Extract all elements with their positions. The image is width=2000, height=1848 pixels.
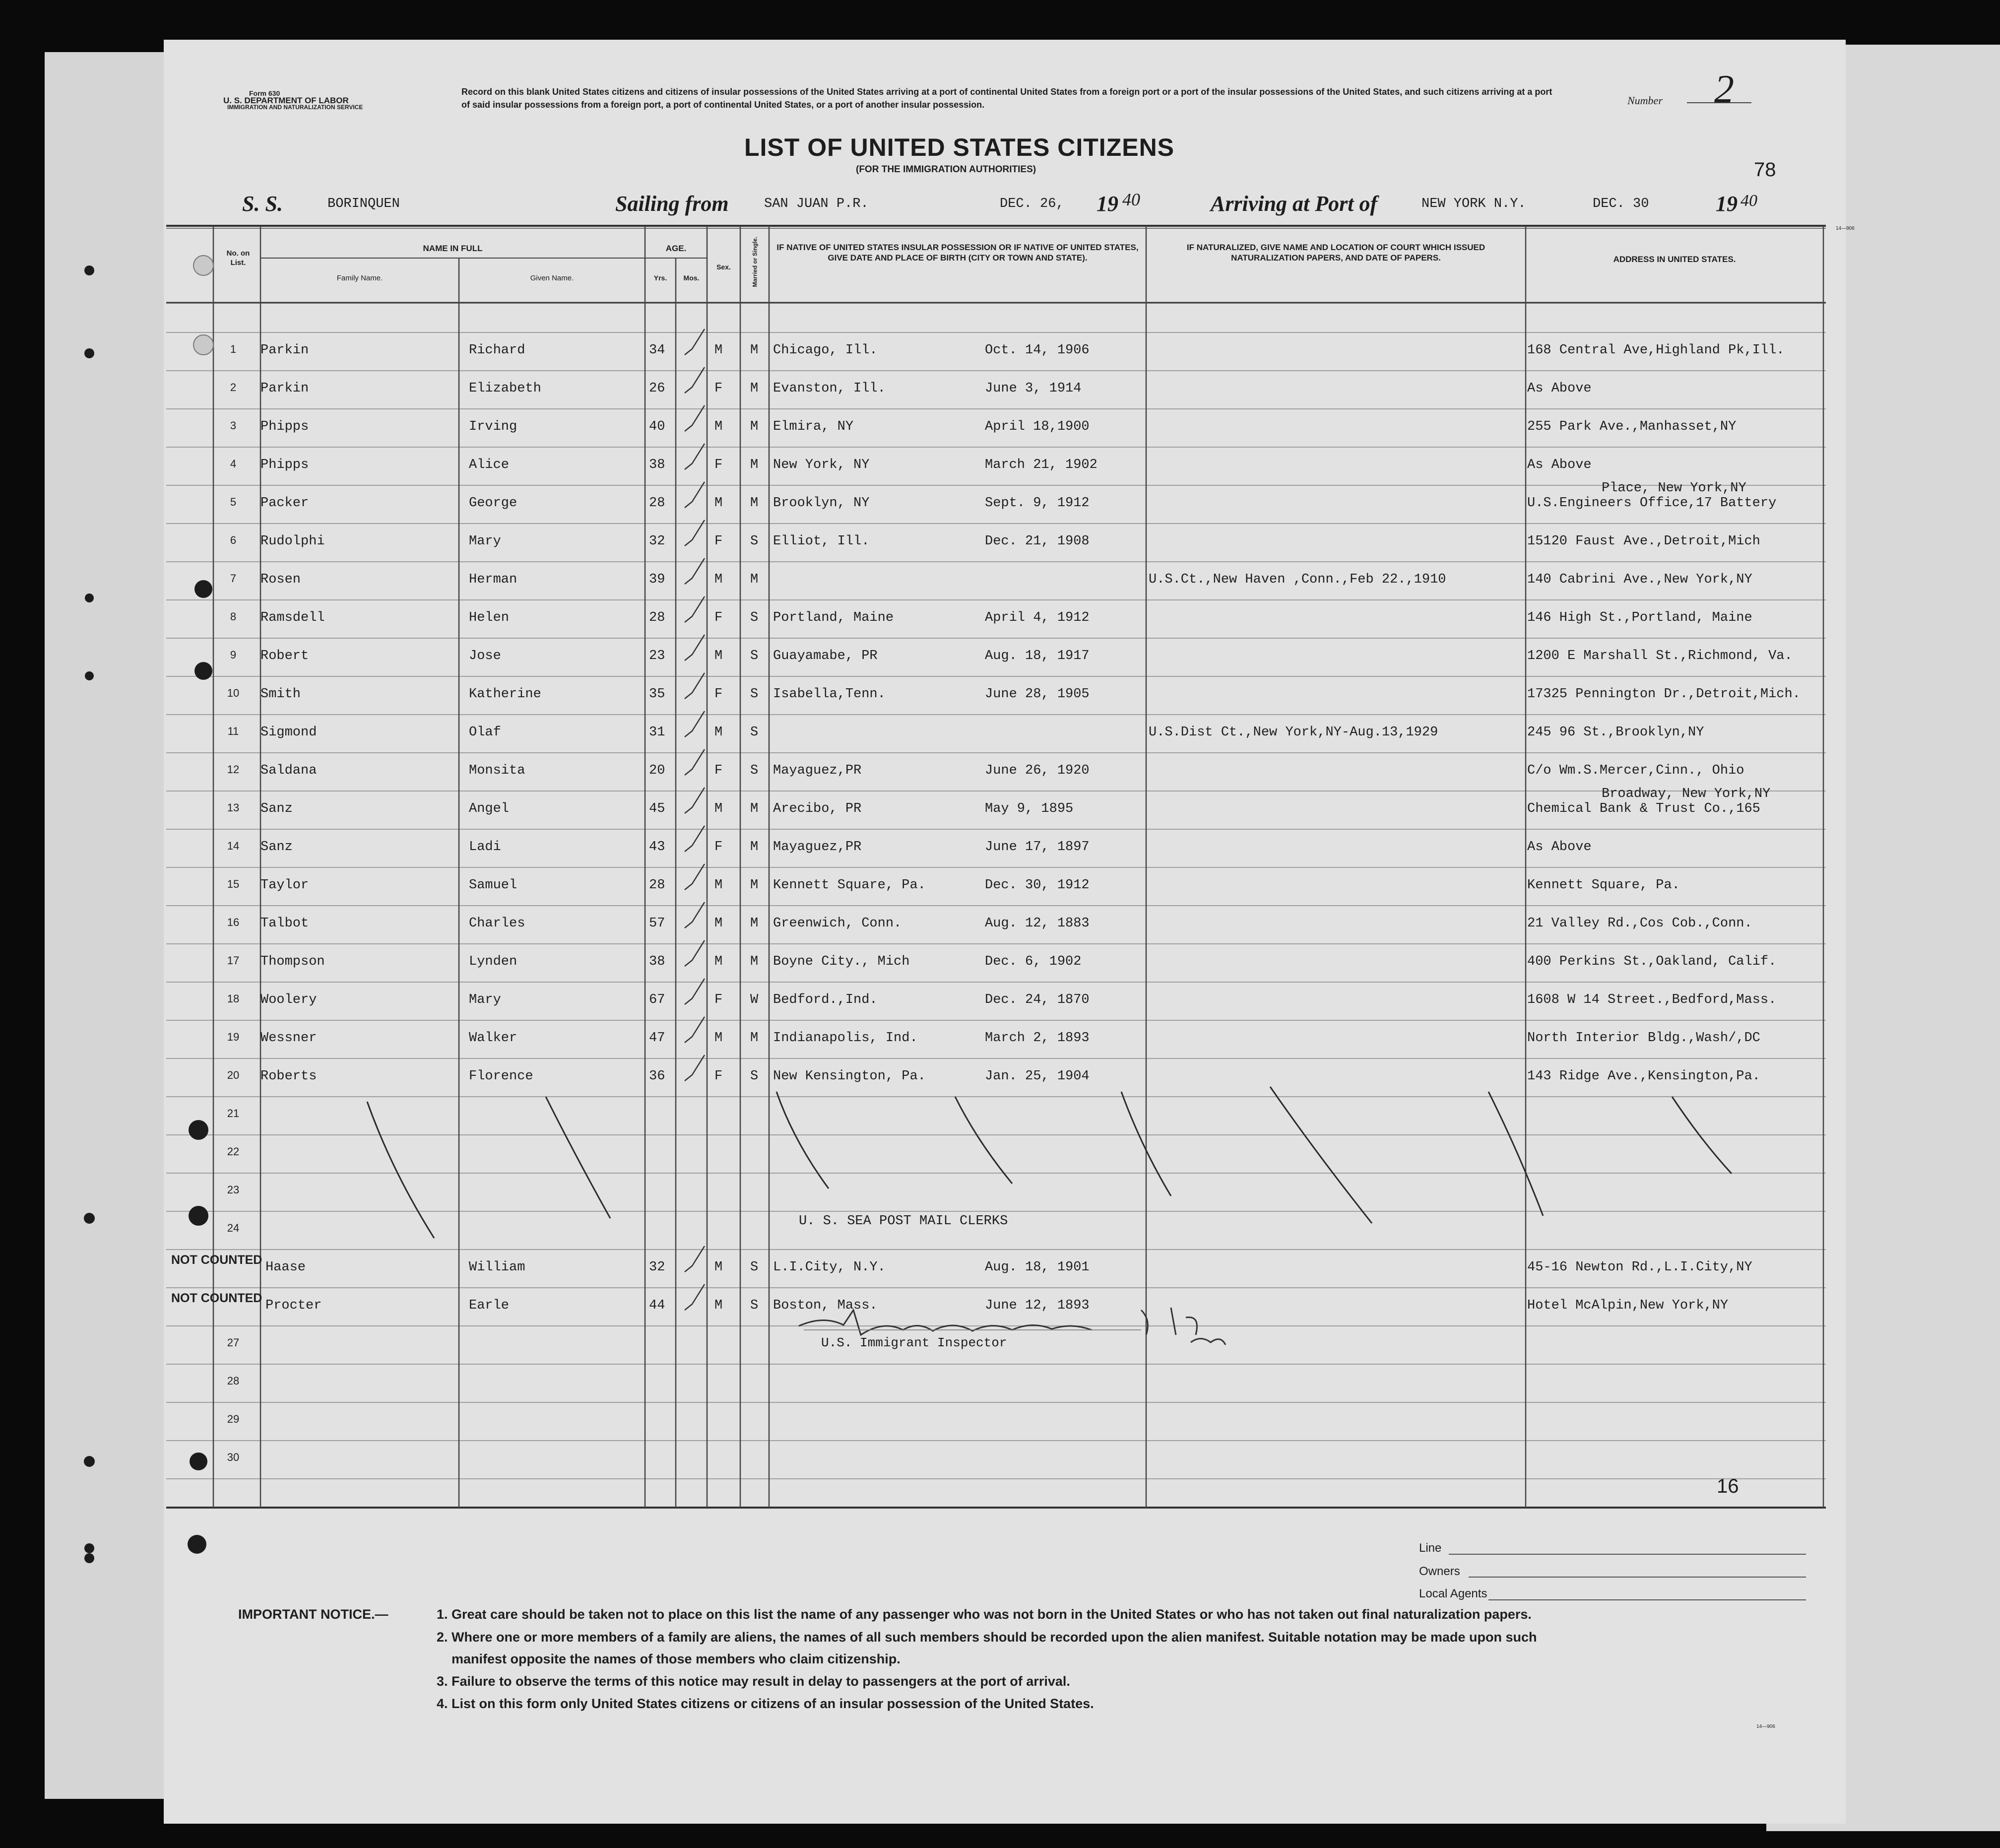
marital-status: M xyxy=(750,343,759,358)
family-name: Sigmond xyxy=(260,725,317,740)
sex: F xyxy=(714,687,723,702)
family-name: Rudolphi xyxy=(260,534,325,549)
given-name: Charles xyxy=(469,916,525,931)
us-address: Chemical Bank & Trust Co.,165 xyxy=(1527,801,1760,816)
marital-status: M xyxy=(750,954,759,969)
sex: M xyxy=(714,496,723,511)
age-years: 28 xyxy=(649,878,665,893)
birth-date: Dec. 30, 1912 xyxy=(985,878,1090,893)
col-name-group: NAME IN FULL xyxy=(423,244,483,253)
age-years: 28 xyxy=(649,496,665,511)
given-name: Angel xyxy=(469,801,510,816)
age-years: 28 xyxy=(649,610,665,625)
arriving-label: Arriving at Port of xyxy=(1211,192,1378,216)
us-address: Kennett Square, Pa. xyxy=(1527,878,1680,893)
line-number: 28 xyxy=(227,1375,240,1387)
col-address: ADDRESS IN UNITED STATES. xyxy=(1613,255,1736,264)
sailing-label: Sailing from xyxy=(615,192,729,216)
number-value: 2 xyxy=(1714,67,1734,111)
sex: M xyxy=(714,1260,723,1275)
age-years: 36 xyxy=(649,1069,665,1084)
birth-place: Mayaguez,PR xyxy=(773,763,862,778)
marital-status: S xyxy=(750,649,759,663)
us-address: 143 Ridge Ave.,Kensington,Pa. xyxy=(1527,1069,1760,1084)
sex: F xyxy=(714,763,723,778)
us-address: 168 Central Ave,Highland Pk,Ill. xyxy=(1527,343,1785,358)
us-address: Hotel McAlpin,New York,NY xyxy=(1527,1298,1729,1313)
age-years: 31 xyxy=(649,725,665,740)
age-years: 39 xyxy=(649,572,665,587)
age-years: 43 xyxy=(649,840,665,855)
line-number: 10 xyxy=(227,687,240,699)
line-number: 13 xyxy=(227,801,240,814)
arrival-port: NEW YORK N.Y. xyxy=(1421,197,1526,211)
marital-status: M xyxy=(750,1031,759,1046)
footer-owners-label: Owners xyxy=(1419,1565,1460,1578)
family-name: Wessner xyxy=(260,1031,317,1046)
form-title: LIST OF UNITED STATES CITIZENS xyxy=(744,133,1175,161)
birth-date: June 17, 1897 xyxy=(985,840,1090,855)
us-address: 245 96 St.,Brooklyn,NY xyxy=(1527,725,1704,740)
notice-title: IMPORTANT NOTICE.— xyxy=(238,1607,388,1622)
sex: F xyxy=(714,381,723,396)
us-address: As Above xyxy=(1527,458,1592,472)
family-name: Smith xyxy=(260,687,301,702)
sex: M xyxy=(714,725,723,740)
marital-status: S xyxy=(750,1298,759,1313)
birth-date: June 3, 1914 xyxy=(985,381,1082,396)
marital-status: S xyxy=(750,1260,759,1275)
marital-status: S xyxy=(750,763,759,778)
birth-place: Bedford.,Ind. xyxy=(773,992,878,1007)
marital-status: S xyxy=(750,687,759,702)
birth-date: Dec. 6, 1902 xyxy=(985,954,1082,969)
col-given: Given Name. xyxy=(530,274,574,282)
given-name: George xyxy=(469,496,517,511)
marital-status: M xyxy=(750,916,759,931)
us-address: 21 Valley Rd.,Cos Cob.,Conn. xyxy=(1527,916,1752,931)
footer-agents-label: Local Agents xyxy=(1419,1587,1487,1600)
birth-date: April 18,1900 xyxy=(985,419,1090,434)
birth-date: April 4, 1912 xyxy=(985,610,1090,625)
age-years: 26 xyxy=(649,381,665,396)
birth-place: Brooklyn, NY xyxy=(773,496,870,511)
line-number: 9 xyxy=(230,649,237,661)
sex: M xyxy=(714,801,723,816)
given-name: Ladi xyxy=(469,840,501,855)
given-name: Earle xyxy=(469,1298,510,1313)
col-family: Family Name. xyxy=(336,274,383,282)
marital-status: S xyxy=(750,610,759,625)
family-name: Saldana xyxy=(260,763,317,778)
family-name: Thompson xyxy=(260,954,325,969)
line-number: 16 xyxy=(227,916,240,928)
family-name: Parkin xyxy=(260,381,309,396)
us-address: As Above xyxy=(1527,840,1592,855)
sex: F xyxy=(714,1069,723,1084)
birth-place: New York, NY xyxy=(773,458,870,472)
given-name: Irving xyxy=(469,419,517,434)
given-name: Olaf xyxy=(469,725,501,740)
birth-date: May 9, 1895 xyxy=(985,801,1074,816)
age-years: 47 xyxy=(649,1031,665,1046)
family-name: Phipps xyxy=(260,458,309,472)
departure-date: DEC. 26, xyxy=(1000,197,1064,211)
sex: F xyxy=(714,458,723,472)
birth-place: Arecibo, PR xyxy=(773,801,862,816)
family-name: Ramsdell xyxy=(260,610,325,625)
age-years: 45 xyxy=(649,801,665,816)
birth-date: June 28, 1905 xyxy=(985,687,1090,702)
given-name: Katherine xyxy=(469,687,541,702)
marital-status: S xyxy=(750,1069,759,1084)
age-years: 44 xyxy=(649,1298,665,1313)
us-address: 146 High St.,Portland, Maine xyxy=(1527,610,1752,625)
marital-status: M xyxy=(750,878,759,893)
number-label: Number xyxy=(1627,94,1663,107)
line-number: 2 xyxy=(230,381,237,394)
bottom-page-mark: 16 xyxy=(1717,1475,1739,1497)
birth-date: Dec. 24, 1870 xyxy=(985,992,1090,1007)
line-number: 12 xyxy=(227,763,240,776)
form-number: Form 630 xyxy=(249,89,280,97)
us-address: 140 Cabrini Ave.,New York,NY xyxy=(1527,572,1752,587)
us-address: 15120 Faust Ave.,Detroit,Mich xyxy=(1527,534,1760,549)
age-years: 23 xyxy=(649,649,665,663)
col-no: No. on List. xyxy=(226,249,250,267)
sex: M xyxy=(714,572,723,587)
birth-place: Boston, Mass. xyxy=(773,1298,878,1313)
inspector-label: U.S. Immigrant Inspector xyxy=(821,1335,1007,1350)
birth-place: Guayamabe, PR xyxy=(773,649,878,663)
not-counted-stamp: NOT COUNTED xyxy=(171,1291,262,1305)
page-mark: 78 xyxy=(1754,159,1776,181)
given-name: Walker xyxy=(469,1031,517,1046)
line-number: 19 xyxy=(227,1031,240,1043)
line-number: 27 xyxy=(227,1336,240,1349)
col-age-group: AGE. xyxy=(665,244,687,253)
line-number: 14 xyxy=(227,840,240,852)
age-years: 20 xyxy=(649,763,665,778)
age-years: 32 xyxy=(649,534,665,549)
given-name: Monsita xyxy=(469,763,525,778)
marital-status: M xyxy=(750,381,759,396)
birth-place: Greenwich, Conn. xyxy=(773,916,902,931)
birth-date: March 21, 1902 xyxy=(985,458,1097,472)
birth-place: Mayaguez,PR xyxy=(773,840,862,855)
sex: M xyxy=(714,1031,723,1046)
us-address: 1608 W 14 Street.,Bedford,Mass. xyxy=(1527,992,1777,1007)
age-years: 38 xyxy=(649,458,665,472)
small-print: 14—906 xyxy=(1836,226,1855,231)
family-name: Sanz xyxy=(260,840,293,855)
us-address: 400 Perkins St.,Oakland, Calif. xyxy=(1527,954,1777,969)
sex: F xyxy=(714,610,723,625)
us-address: C/o Wm.S.Mercer,Cinn., Ohio xyxy=(1527,763,1744,778)
sex: M xyxy=(714,343,723,358)
birth-date: Aug. 12, 1883 xyxy=(985,916,1090,931)
birth-date: June 12, 1893 xyxy=(985,1298,1090,1313)
line-number: 17 xyxy=(227,954,240,967)
us-address: 255 Park Ave.,Manhasset,NY xyxy=(1527,419,1737,434)
form-subtitle: (FOR THE IMMIGRATION AUTHORITIES) xyxy=(856,164,1036,175)
birth-date: June 26, 1920 xyxy=(985,763,1090,778)
birth-place: Isabella,Tenn. xyxy=(773,687,886,702)
line-number: 3 xyxy=(230,419,237,432)
age-years: 32 xyxy=(649,1260,665,1275)
col-sex: Sex. xyxy=(716,263,731,271)
line-number: 8 xyxy=(230,610,237,623)
given-name: Herman xyxy=(469,572,517,587)
family-name: Robert xyxy=(260,649,309,663)
notice-item-2: 2. Where one or more members of a family are aliens, the names of all such members should be recorded upon the alien manifest. Suitable notation may be made upon such xyxy=(437,1630,1537,1645)
not-counted-stamp: NOT COUNTED xyxy=(171,1253,262,1267)
notice-item-2-cont: manifest opposite the names of those members who claim citizenship. xyxy=(452,1651,901,1666)
us-address: U.S.Engineers Office,17 Battery xyxy=(1527,496,1777,511)
age-years: 57 xyxy=(649,916,665,931)
us-address: 17325 Pennington Dr.,Detroit,Mich. xyxy=(1527,687,1801,702)
sex: M xyxy=(714,954,723,969)
notice-small-print: 14—906 xyxy=(1756,1724,1775,1729)
arrival-year: 40 xyxy=(1741,192,1757,210)
sex: M xyxy=(714,419,723,434)
line-number: 11 xyxy=(227,725,239,737)
departure-year-prefix: 19 xyxy=(1097,192,1118,216)
line-number: 15 xyxy=(227,878,240,890)
marital-status: M xyxy=(750,572,759,587)
line-number: 30 xyxy=(227,1451,240,1463)
marital-status: M xyxy=(750,801,759,816)
line-number: 4 xyxy=(230,458,237,470)
naturalization-court: U.S.Dist Ct.,New York,NY-Aug.13,1929 xyxy=(1149,725,1438,740)
marital-status: M xyxy=(750,419,759,434)
line-number: 29 xyxy=(227,1413,240,1425)
given-name: Alice xyxy=(469,458,510,472)
ss-label: S. S. xyxy=(242,192,283,216)
mail-clerks-heading: U. S. SEA POST MAIL CLERKS xyxy=(799,1214,1008,1229)
notice-item-1: 1. Great care should be taken not to place on this list the name of any passenger who was not born in the United States or who has not taken out final naturalization papers. xyxy=(437,1607,1532,1622)
ship-name: BORINQUEN xyxy=(327,197,400,211)
col-naturalization: IF NATURALIZED, GIVE NAME AND LOCATION OF COURT WHICH ISSUED NATURALIZATION PAPERS, AND DATE OF PAPERS. xyxy=(1186,243,1485,263)
age-years: 40 xyxy=(649,419,665,434)
family-name: Rosen xyxy=(260,572,301,587)
given-name: Samuel xyxy=(469,878,517,893)
line-number: 5 xyxy=(230,496,237,508)
birth-date: Aug. 18, 1917 xyxy=(985,649,1090,663)
departure-year: 40 xyxy=(1122,190,1140,209)
line-number: 21 xyxy=(227,1107,240,1120)
service-name: IMMIGRATION AND NATURALIZATION SERVICE xyxy=(227,104,363,111)
birth-place: Elliot, Ill. xyxy=(773,534,870,549)
given-name: Helen xyxy=(469,610,510,625)
birth-place: Elmira, NY xyxy=(773,419,854,434)
us-address-continued: Broadway, New York,NY xyxy=(1602,787,1771,801)
us-address: 1200 E Marshall St.,Richmond, Va. xyxy=(1527,649,1793,663)
given-name: Mary xyxy=(469,534,501,549)
given-name: Jose xyxy=(469,649,501,663)
col-birth: IF NATIVE OF UNITED STATES INSULAR POSSESSION OR IF NATIVE OF UNITED STATES, GIVE DATE AND PLACE OF BIRTH (CITY OR TOWN AND STATE). xyxy=(776,243,1139,263)
form-instructions: Record on this blank United States citizens and citizens of insular possessions of the United States arriving at a port of continental United States from a foreign port or a port of the insular possessions of the United States, and such citizens arriving at a port of said insular possessions from a foreign port, a port of continental United States, or a port of another insular possession. xyxy=(461,87,1552,110)
line-number: 6 xyxy=(230,534,237,546)
birth-place: Kennett Square, Pa. xyxy=(773,878,926,893)
us-address: North Interior Bldg.,Wash/,DC xyxy=(1527,1031,1760,1046)
birth-place: Indianapolis, Ind. xyxy=(773,1031,918,1046)
birth-place: Portland, Maine xyxy=(773,610,894,625)
notice-item-4: 4. List on this form only United States citizens or citizens of an insular possession of the United States. xyxy=(437,1696,1094,1711)
birth-date: Dec. 21, 1908 xyxy=(985,534,1090,549)
line-number: 23 xyxy=(227,1184,240,1196)
us-address: As Above xyxy=(1527,381,1592,396)
given-name: Elizabeth xyxy=(469,381,541,396)
col-yrs: Yrs. xyxy=(653,274,667,282)
birth-place: New Kensington, Pa. xyxy=(773,1069,926,1084)
col-mos: Mos. xyxy=(683,274,700,282)
family-name: Taylor xyxy=(260,878,309,893)
arrival-date: DEC. 30 xyxy=(1593,197,1649,211)
age-years: 34 xyxy=(649,343,665,358)
marital-status: M xyxy=(750,840,759,855)
naturalization-court: U.S.Ct.,New Haven ,Conn.,Feb 22.,1910 xyxy=(1149,572,1446,587)
marital-status: S xyxy=(750,725,759,740)
line-number: 24 xyxy=(227,1222,240,1234)
given-name: Lynden xyxy=(469,954,517,969)
sex: M xyxy=(714,916,723,931)
sex: M xyxy=(714,649,723,663)
given-name: Richard xyxy=(469,343,525,358)
family-name: Woolery xyxy=(260,992,317,1007)
birth-place: Chicago, Ill. xyxy=(773,343,878,358)
given-name: Mary xyxy=(469,992,501,1007)
line-number: 7 xyxy=(230,572,237,585)
sex: F xyxy=(714,534,723,549)
family-name: Phipps xyxy=(260,419,309,434)
marital-status: M xyxy=(750,496,759,511)
line-number: 1 xyxy=(230,343,237,355)
sex: F xyxy=(714,840,723,855)
family-name: Talbot xyxy=(260,916,309,931)
arrival-year-prefix: 19 xyxy=(1716,192,1738,216)
birth-date: March 2, 1893 xyxy=(985,1031,1090,1046)
sex: M xyxy=(714,1298,723,1313)
family-name: Roberts xyxy=(260,1069,317,1084)
department-name: U. S. DEPARTMENT OF LABOR xyxy=(223,96,349,105)
family-name: Packer xyxy=(260,496,309,511)
birth-place: Evanston, Ill. xyxy=(773,381,886,396)
birth-place: L.I.City, N.Y. xyxy=(773,1260,886,1275)
family-name: Procter xyxy=(265,1298,322,1313)
birth-date: Jan. 25, 1904 xyxy=(985,1069,1090,1084)
notice-item-3: 3. Failure to observe the terms of this notice may result in delay to passengers at the port of arrival. xyxy=(437,1674,1070,1689)
given-name: William xyxy=(469,1260,525,1275)
departure-port: SAN JUAN P.R. xyxy=(764,197,869,211)
age-years: 35 xyxy=(649,687,665,702)
age-years: 38 xyxy=(649,954,665,969)
family-name: Parkin xyxy=(260,343,309,358)
given-name: Florence xyxy=(469,1069,533,1084)
marital-status: W xyxy=(750,992,759,1007)
line-number: 18 xyxy=(227,992,240,1005)
footer-line-label: Line xyxy=(1419,1541,1442,1555)
sex: M xyxy=(714,878,723,893)
line-number: 22 xyxy=(227,1145,240,1158)
family-name: Sanz xyxy=(260,801,293,816)
birth-place: Boyne City., Mich xyxy=(773,954,910,969)
col-married-single: Married or Single. xyxy=(751,236,759,287)
us-address: 45-16 Newton Rd.,L.I.City,NY xyxy=(1527,1260,1752,1275)
sex: F xyxy=(714,992,723,1007)
marital-status: M xyxy=(750,458,759,472)
birth-date: Sept. 9, 1912 xyxy=(985,496,1090,511)
us-address-continued: Place, New York,NY xyxy=(1602,481,1746,496)
marital-status: S xyxy=(750,534,759,549)
family-name: Haase xyxy=(265,1260,306,1275)
age-years: 67 xyxy=(649,992,665,1007)
birth-date: Oct. 14, 1906 xyxy=(985,343,1090,358)
line-number: 20 xyxy=(227,1069,240,1081)
birth-date: Aug. 18, 1901 xyxy=(985,1260,1090,1275)
